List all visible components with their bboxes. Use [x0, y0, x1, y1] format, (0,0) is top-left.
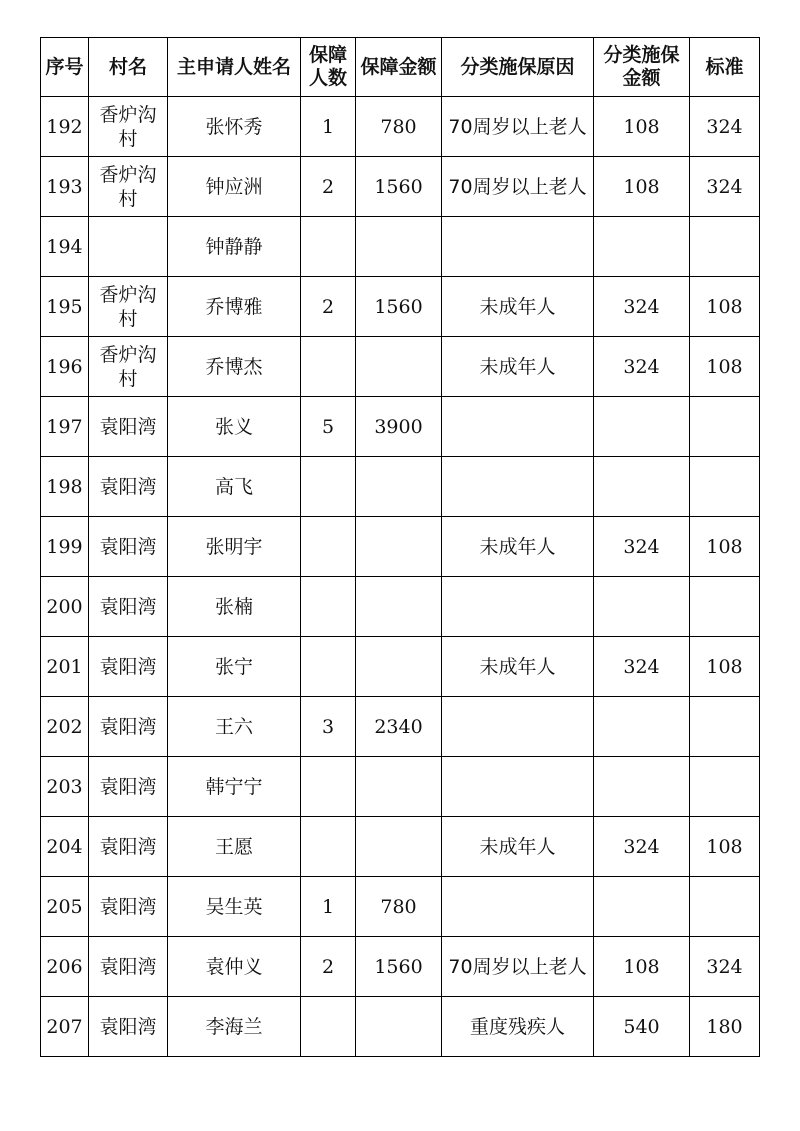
village-cell: 袁阳湾: [89, 577, 168, 637]
seq-cell: 201: [41, 637, 89, 697]
standard-cell: 324: [690, 157, 760, 217]
standard-cell: 108: [690, 337, 760, 397]
table-row: [41, 97, 760, 157]
class-amount-cell: [594, 697, 690, 757]
amount-cell: 1560: [356, 157, 442, 217]
reason-cell: 70周岁以上老人: [442, 157, 594, 217]
standard-cell: [690, 757, 760, 817]
reason-cell: [442, 217, 594, 277]
header-row: [41, 38, 760, 97]
class-amount-cell: 108: [594, 97, 690, 157]
standard-cell: [690, 397, 760, 457]
class-amount-cell: 108: [594, 937, 690, 997]
header-class-amount: 分类施保金额: [594, 38, 690, 97]
table-row: [41, 277, 760, 337]
table-row: [41, 157, 760, 217]
amount-cell: 1560: [356, 937, 442, 997]
seq-cell: 192: [41, 97, 89, 157]
seq-cell: 197: [41, 397, 89, 457]
applicant-name-cell: 钟应洲: [168, 157, 301, 217]
village-cell: 香炉沟村: [89, 97, 168, 157]
count-cell: 1: [301, 877, 356, 937]
reason-cell: [442, 697, 594, 757]
count-cell: [301, 577, 356, 637]
seq-cell: 200: [41, 577, 89, 637]
class-amount-cell: [594, 577, 690, 637]
village-cell: 袁阳湾: [89, 937, 168, 997]
table-row: [41, 457, 760, 517]
count-cell: [301, 517, 356, 577]
village-cell: 袁阳湾: [89, 637, 168, 697]
table-row: [41, 997, 760, 1057]
applicant-name-cell: 王六: [168, 697, 301, 757]
class-amount-cell: 324: [594, 817, 690, 877]
reason-cell: 未成年人: [442, 277, 594, 337]
reason-cell: 70周岁以上老人: [442, 937, 594, 997]
standard-cell: 324: [690, 97, 760, 157]
class-amount-cell: [594, 217, 690, 277]
count-cell: [301, 337, 356, 397]
count-cell: [301, 637, 356, 697]
table-row: [41, 517, 760, 577]
table-header: [41, 38, 760, 97]
applicant-name-cell: 乔博杰: [168, 337, 301, 397]
table-row: [41, 817, 760, 877]
table-body: [41, 97, 760, 1057]
header-applicant: 主申请人姓名: [168, 38, 301, 97]
applicant-name-cell: 高飞: [168, 457, 301, 517]
village-cell: 袁阳湾: [89, 877, 168, 937]
standard-cell: 324: [690, 937, 760, 997]
amount-cell: [356, 517, 442, 577]
reason-cell: [442, 877, 594, 937]
count-cell: [301, 997, 356, 1057]
village-cell: 袁阳湾: [89, 757, 168, 817]
applicant-name-cell: 张宁: [168, 637, 301, 697]
table-row: [41, 877, 760, 937]
applicant-name-cell: 张义: [168, 397, 301, 457]
reason-cell: 未成年人: [442, 637, 594, 697]
count-cell: 2: [301, 277, 356, 337]
amount-cell: [356, 817, 442, 877]
applicant-name-cell: 张楠: [168, 577, 301, 637]
class-amount-cell: 324: [594, 637, 690, 697]
standard-cell: [690, 577, 760, 637]
table-row: [41, 637, 760, 697]
class-amount-cell: [594, 397, 690, 457]
table-row: [41, 337, 760, 397]
header-standard: 标准: [690, 38, 760, 97]
amount-cell: 3900: [356, 397, 442, 457]
seq-cell: 206: [41, 937, 89, 997]
table-row: [41, 697, 760, 757]
seq-cell: 195: [41, 277, 89, 337]
reason-cell: [442, 457, 594, 517]
village-cell: 袁阳湾: [89, 697, 168, 757]
amount-cell: [356, 637, 442, 697]
applicant-name-cell: 王愿: [168, 817, 301, 877]
standard-cell: 180: [690, 997, 760, 1057]
applicant-name-cell: 吴生英: [168, 877, 301, 937]
reason-cell: 未成年人: [442, 337, 594, 397]
table-row: [41, 577, 760, 637]
applicant-name-cell: 张怀秀: [168, 97, 301, 157]
applicant-name-cell: 钟静静: [168, 217, 301, 277]
seq-cell: 196: [41, 337, 89, 397]
seq-cell: 199: [41, 517, 89, 577]
village-cell: 袁阳湾: [89, 997, 168, 1057]
standard-cell: 108: [690, 817, 760, 877]
table-row: [41, 757, 760, 817]
amount-cell: [356, 217, 442, 277]
standard-cell: 108: [690, 277, 760, 337]
reason-cell: [442, 757, 594, 817]
count-cell: 3: [301, 697, 356, 757]
amount-cell: [356, 757, 442, 817]
table-row: [41, 397, 760, 457]
applicant-name-cell: 袁仲义: [168, 937, 301, 997]
amount-cell: 780: [356, 97, 442, 157]
seq-cell: 204: [41, 817, 89, 877]
count-cell: 5: [301, 397, 356, 457]
village-cell: 香炉沟村: [89, 277, 168, 337]
amount-cell: 780: [356, 877, 442, 937]
count-cell: 2: [301, 937, 356, 997]
header-seq: 序号: [41, 38, 89, 97]
class-amount-cell: 324: [594, 337, 690, 397]
header-amount: 保障金额: [356, 38, 442, 97]
header-count: 保障人数: [301, 38, 356, 97]
count-cell: [301, 817, 356, 877]
standard-cell: [690, 457, 760, 517]
count-cell: 1: [301, 97, 356, 157]
amount-cell: 2340: [356, 697, 442, 757]
reason-cell: 未成年人: [442, 517, 594, 577]
class-amount-cell: [594, 877, 690, 937]
village-cell: 袁阳湾: [89, 397, 168, 457]
seq-cell: 193: [41, 157, 89, 217]
table-row: [41, 217, 760, 277]
applicant-name-cell: 韩宁宁: [168, 757, 301, 817]
amount-cell: [356, 577, 442, 637]
reason-cell: [442, 397, 594, 457]
seq-cell: 203: [41, 757, 89, 817]
village-cell: 香炉沟村: [89, 157, 168, 217]
table-row: [41, 937, 760, 997]
class-amount-cell: [594, 457, 690, 517]
assistance-table: [40, 37, 760, 1057]
seq-cell: 198: [41, 457, 89, 517]
class-amount-cell: 324: [594, 517, 690, 577]
standard-cell: 108: [690, 637, 760, 697]
village-cell: 袁阳湾: [89, 517, 168, 577]
reason-cell: 重度残疾人: [442, 997, 594, 1057]
seq-cell: 205: [41, 877, 89, 937]
amount-cell: 1560: [356, 277, 442, 337]
reason-cell: [442, 577, 594, 637]
standard-cell: [690, 697, 760, 757]
village-cell: [89, 217, 168, 277]
class-amount-cell: 324: [594, 277, 690, 337]
seq-cell: 202: [41, 697, 89, 757]
applicant-name-cell: 张明宇: [168, 517, 301, 577]
class-amount-cell: [594, 757, 690, 817]
amount-cell: [356, 997, 442, 1057]
amount-cell: [356, 337, 442, 397]
reason-cell: 70周岁以上老人: [442, 97, 594, 157]
amount-cell: [356, 457, 442, 517]
village-cell: 袁阳湾: [89, 457, 168, 517]
seq-cell: 194: [41, 217, 89, 277]
applicant-name-cell: 李海兰: [168, 997, 301, 1057]
applicant-name-cell: 乔博雅: [168, 277, 301, 337]
village-cell: 袁阳湾: [89, 817, 168, 877]
class-amount-cell: 540: [594, 997, 690, 1057]
village-cell: 香炉沟村: [89, 337, 168, 397]
standard-cell: [690, 877, 760, 937]
count-cell: [301, 217, 356, 277]
header-reason: 分类施保原因: [442, 38, 594, 97]
seq-cell: 207: [41, 997, 89, 1057]
count-cell: [301, 757, 356, 817]
header-village: 村名: [89, 38, 168, 97]
class-amount-cell: 108: [594, 157, 690, 217]
count-cell: 2: [301, 157, 356, 217]
count-cell: [301, 457, 356, 517]
standard-cell: 108: [690, 517, 760, 577]
reason-cell: 未成年人: [442, 817, 594, 877]
standard-cell: [690, 217, 760, 277]
